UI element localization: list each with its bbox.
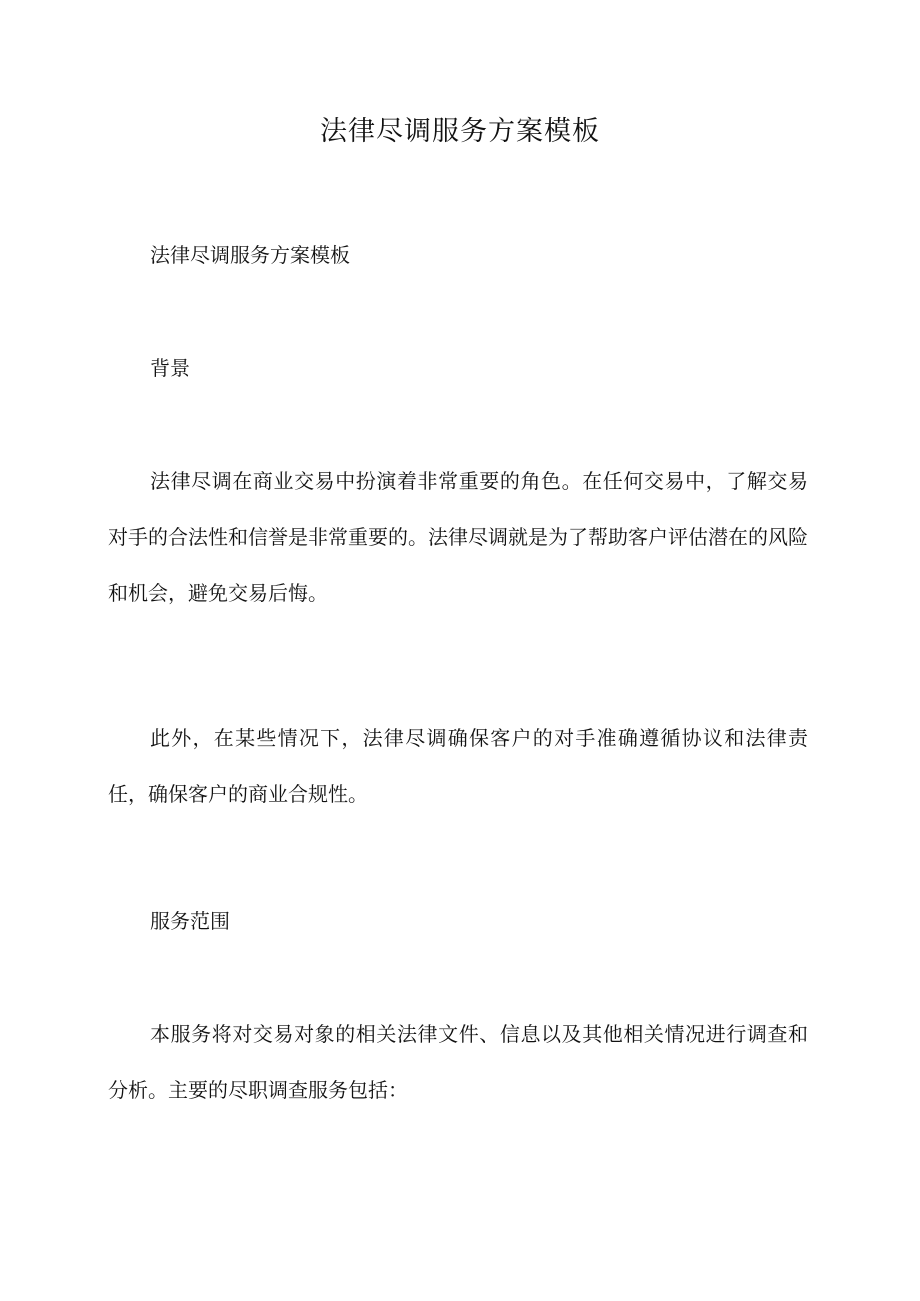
section-heading-background: 背景 bbox=[150, 356, 190, 380]
document-title: 法律尽调服务方案模板 bbox=[320, 116, 600, 147]
paragraph-scope-1: 本服务将对交易对象的相关法律文件、信息以及其他相关情况进行调查和分析。主要的尽职调查服务包括： bbox=[108, 1022, 808, 1102]
section-heading-scope: 服务范围 bbox=[150, 909, 230, 933]
paragraph-background-2: 此外，在某些情况下，法律尽调确保客户的对手准确遵循协议和法律责任，确保客户的商业合规性。 bbox=[108, 726, 808, 806]
document-subtitle: 法律尽调服务方案模板 bbox=[150, 243, 350, 267]
paragraph-background-1: 法律尽调在商业交易中扮演着非常重要的角色。在任何交易中，了解交易对手的合法性和信誉是非常重要的。法律尽调就是为了帮助客户评估潜在的风险和机会，避免交易后悔。 bbox=[108, 469, 808, 605]
